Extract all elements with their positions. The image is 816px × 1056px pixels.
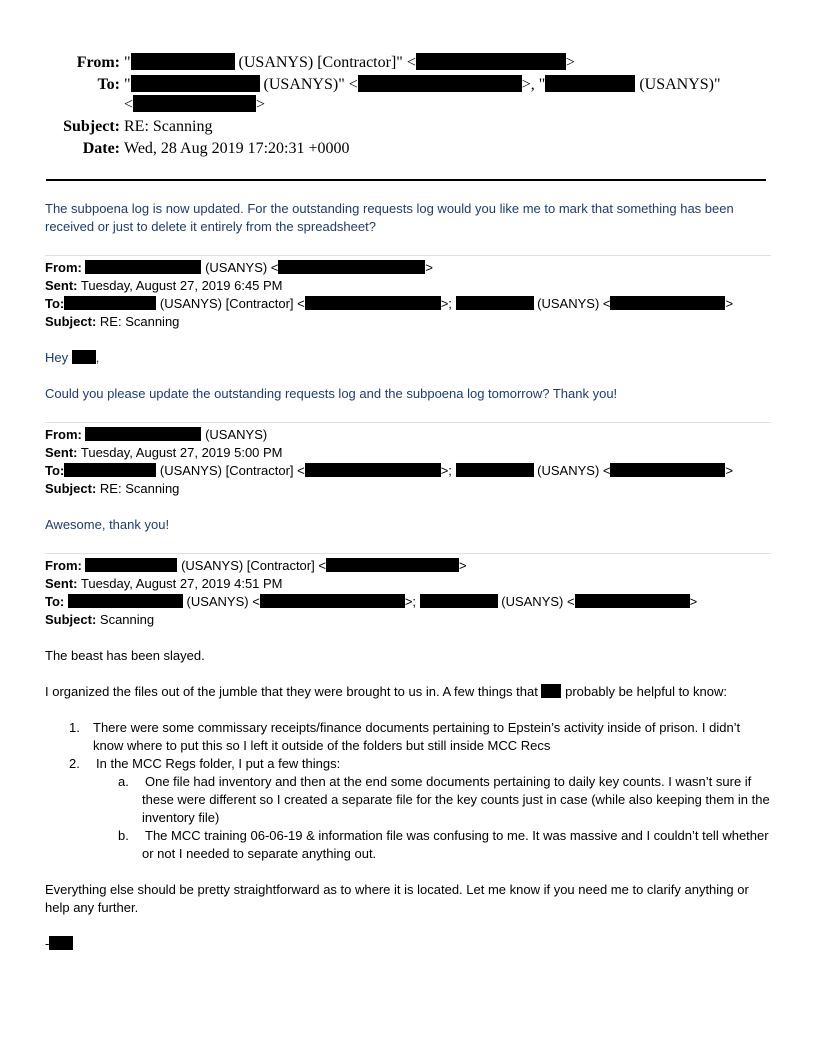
subject-label: Subject: (63, 118, 120, 135)
list-letter: b. (118, 828, 129, 843)
date-value: Wed, 28 Aug 2019 17:20:31 +0000 (124, 140, 350, 157)
redaction (305, 463, 441, 477)
message-body: The subpoena log is now updated. For the outstanding requests log would you like me to mark that something has been received or just to delete it entirely from the spreadsheet? (45, 201, 734, 234)
quoted-from: From: (USANYS) < > (45, 260, 433, 275)
list-item: 1. There were some commissary receipts/finance documents pertaining to Epstein’s activity inside of prison. I didn’t know where to put this so I left it outside of the folders but still inside MCC Recs (69, 720, 741, 753)
date-label: Date: (82, 140, 120, 157)
to-label: To: (97, 76, 120, 93)
redaction (260, 594, 405, 608)
quoted-from: From: (USANYS) (45, 427, 268, 442)
quoted-subject: Subject: RE: Scanning (45, 314, 180, 329)
quoted-sent: Sent: Tuesday, August 27, 2019 5:00 PM (45, 445, 283, 460)
redaction (49, 936, 73, 950)
redaction (541, 684, 561, 698)
quoted-to: To: (USANYS) < >; (USANYS) < > (45, 594, 698, 609)
quoted-header (45, 259, 733, 331)
redaction (305, 296, 441, 310)
quoted-from: From: (USANYS) [Contractor] < > (45, 558, 467, 573)
email-header (0, 52, 816, 162)
quoted-subject: Subject: RE: Scanning (45, 481, 180, 496)
redaction (72, 350, 96, 364)
quoted-header (45, 557, 697, 629)
list-letter: a. (118, 774, 129, 789)
redaction (68, 594, 183, 608)
redaction (278, 260, 425, 274)
message-separator (45, 553, 771, 554)
signature: - (45, 935, 773, 953)
redaction (85, 427, 201, 441)
message-body: Could you please update the outstanding requests log and the subpoena log tomorrow? Thank you! (45, 386, 618, 401)
redaction (545, 75, 635, 92)
paragraph: Everything else should be pretty straightforward as to where it is located. Let me know if you need me to clarify anything or help any further. (45, 882, 749, 915)
paragraph: The beast has been slayed. (45, 648, 205, 663)
redaction (456, 296, 534, 310)
to-value-cont: < > (124, 96, 266, 113)
list-item: 2. In the MCC Regs folder, I put a few things: (69, 756, 341, 771)
quoted-sent: Sent: Tuesday, August 27, 2019 4:51 PM (45, 576, 283, 591)
redaction (420, 594, 498, 608)
quoted-subject: Subject: Scanning (45, 612, 155, 627)
redaction (64, 296, 156, 310)
redaction (64, 463, 156, 477)
redaction (358, 75, 522, 92)
message-separator (45, 255, 771, 256)
redaction (133, 95, 256, 112)
redaction (416, 53, 566, 70)
paragraph: I organized the files out of the jumble that they were brought to us in. A few things that probably be helpful to know: (45, 684, 727, 699)
message-separator (45, 422, 771, 423)
message-body: Awesome, thank you! (45, 517, 170, 532)
redaction (456, 463, 534, 477)
redaction (575, 594, 690, 608)
list-number: 1. (69, 720, 80, 735)
from-value: " (USANYS) [Contractor]" < > (124, 54, 575, 71)
list-number: 2. (69, 756, 80, 771)
to-value: " (USANYS)" < >, " (USANYS)" (124, 76, 721, 93)
redaction (610, 296, 725, 310)
from-label: From: (76, 54, 120, 71)
quoted-sent: Sent: Tuesday, August 27, 2019 6:45 PM (45, 278, 283, 293)
redaction (610, 463, 725, 477)
greeting: Hey , (45, 350, 100, 365)
list-subitem: a. One file had inventory and then at the end some documents pertaining to daily key counts. I wasn’t sure if these were different so I created a separate file for the key counts just in case (while also keeping them in the inventory file) (118, 774, 770, 825)
quoted-header (45, 426, 733, 498)
header-divider (46, 179, 766, 181)
list-subitem: b. The MCC training 06-06-19 & information file was confusing to me. It was massive and I couldn’t tell whether or not I needed to separate anything out. (118, 828, 769, 861)
subject-value: RE: Scanning (124, 118, 213, 135)
quoted-to: To: (USANYS) [Contractor] < >; (USANYS) < > (45, 296, 734, 311)
redaction (85, 558, 177, 572)
redaction (326, 558, 459, 572)
redaction (85, 260, 201, 274)
quoted-to: To: (USANYS) [Contractor] < >; (USANYS) < > (45, 463, 734, 478)
redaction (131, 75, 260, 92)
redaction (131, 53, 235, 70)
